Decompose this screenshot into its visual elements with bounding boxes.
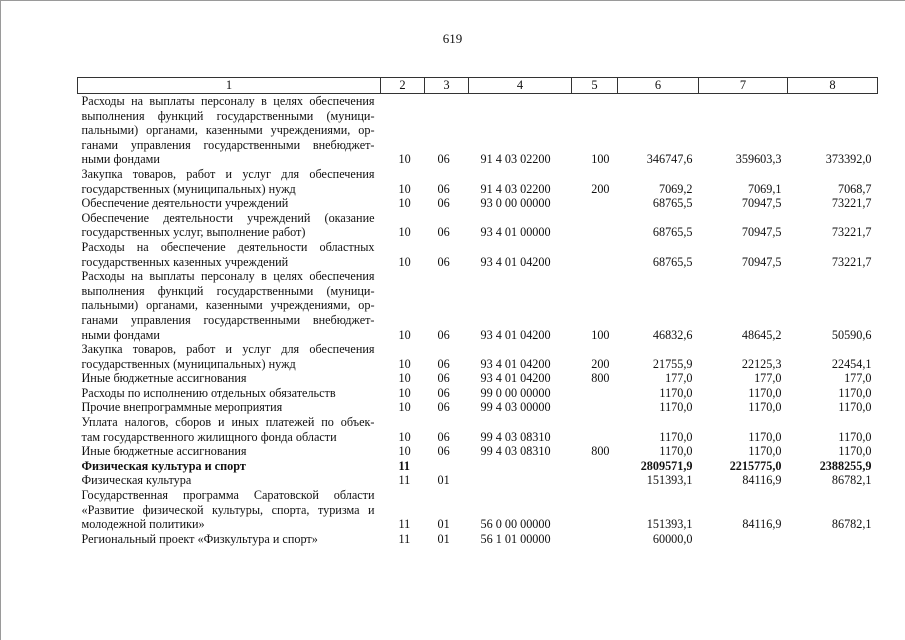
page-frame-left-border: [0, 0, 1, 640]
table-header-row: [78, 78, 878, 94]
cell-expense-type: [572, 240, 618, 269]
expense-name-line: Физическая культура: [81, 473, 192, 488]
cell-subsection: 06: [437, 429, 450, 444]
cell-expense-type: 100: [591, 327, 610, 342]
table-row: [78, 269, 878, 342]
table-row: [78, 386, 878, 401]
column-header-subsection: 3: [425, 78, 469, 94]
expense-name-line: государственных (муниципальных) нужд: [81, 181, 296, 196]
cell-amount-year-1: 346747,6: [646, 152, 693, 167]
cell-subsection: 01: [437, 473, 450, 488]
cell-subsection: [425, 459, 469, 474]
cell-amount-year-2: 70947,5: [741, 225, 782, 240]
cell-subsection: 01: [437, 517, 450, 532]
expense-name-line: пальными) органами, казенными учреждениями, ор-: [81, 298, 375, 313]
cell-section: 10: [398, 152, 411, 167]
cell-expense-name: [78, 240, 381, 269]
cell-amount-year-2: 22125,3: [741, 356, 782, 371]
cell-section: 10: [398, 429, 411, 444]
column-header-year-2: 7: [699, 78, 788, 94]
cell-section: 10: [398, 225, 411, 240]
expense-name-line: Физическая культура и спорт: [81, 458, 246, 473]
cell-section: 10: [398, 385, 411, 400]
expense-name-line: ными фондами: [81, 152, 160, 167]
cell-expense-name: [78, 196, 381, 211]
cell-amount-year-3: 1170,0: [838, 444, 872, 459]
cell-amount-year-2: [699, 532, 788, 547]
table-row: [78, 532, 878, 547]
expense-name-line: выполнения функций государственными (муници-: [81, 108, 375, 123]
cell-subsection: 06: [437, 444, 450, 459]
cell-amount-year-1: 177,0: [665, 371, 693, 386]
cell-amount-year-2: 177,0: [754, 371, 782, 386]
cell-amount-year-3: 1170,0: [838, 385, 872, 400]
cell-subsection: 06: [437, 225, 450, 240]
cell-amount-year-1: 1170,0: [659, 444, 693, 459]
cell-amount-year-2: 1170,0: [748, 385, 782, 400]
cell-target-article: 93 4 01 04200: [480, 356, 551, 371]
cell-amount-year-1: 60000,0: [652, 531, 693, 546]
cell-expense-type: [572, 196, 618, 211]
cell-amount-year-3: [788, 532, 878, 547]
cell-expense-type: [572, 459, 618, 474]
cell-expense-name: [78, 386, 381, 401]
cell-section: 10: [398, 181, 411, 196]
cell-expense-type: [572, 532, 618, 547]
cell-amount-year-3: 177,0: [844, 371, 872, 386]
cell-amount-year-3: 73221,7: [831, 254, 872, 269]
cell-amount-year-1: 151393,1: [646, 517, 693, 532]
cell-expense-name: [78, 400, 381, 415]
cell-section: 10: [398, 196, 411, 211]
cell-expense-name: [78, 488, 381, 532]
cell-target-article: 91 4 03 02200: [480, 152, 551, 167]
cell-section: 10: [398, 327, 411, 342]
expense-name-line: молодежной политики»: [81, 517, 205, 532]
cell-amount-year-2: 84116,9: [742, 473, 782, 488]
cell-subsection: 06: [437, 327, 450, 342]
cell-subsection: 06: [437, 152, 450, 167]
cell-section: 11: [398, 458, 411, 473]
table-row: [78, 167, 878, 196]
expense-name-line: Уплата налогов, сборов и иных платежей по объек-: [81, 415, 375, 430]
cell-expense-type: [572, 488, 618, 532]
expense-name-line: Расходы по исполнению отдельных обязательств: [81, 385, 336, 400]
cell-target-article: 93 4 01 00000: [480, 225, 551, 240]
expense-name-line: там государственного жилищного фонда области: [81, 429, 337, 444]
cell-expense-name: [78, 459, 381, 474]
cell-expense-type: [572, 211, 618, 240]
cell-amount-year-2: 1170,0: [748, 444, 782, 459]
cell-amount-year-1: 7069,2: [658, 181, 693, 196]
cell-section: 10: [398, 444, 411, 459]
cell-amount-year-1: 68765,5: [652, 225, 693, 240]
cell-expense-type: 100: [591, 152, 610, 167]
cell-amount-year-3: 86782,1: [831, 473, 872, 488]
cell-subsection: 06: [437, 371, 450, 386]
cell-subsection: 06: [437, 356, 450, 371]
table-row: [78, 240, 878, 269]
cell-amount-year-2: 359603,3: [735, 152, 782, 167]
column-header-expense-type: 5: [572, 78, 618, 94]
cell-section: 11: [398, 517, 411, 532]
cell-target-article: 99 4 03 00000: [480, 400, 551, 415]
table-row: [78, 400, 878, 415]
cell-target-article: [469, 473, 572, 488]
table-row: [78, 473, 878, 488]
cell-expense-name: [78, 473, 381, 488]
cell-amount-year-3: 1170,0: [838, 429, 872, 444]
expense-name-line: Обеспечение деятельности учреждений (оказание: [81, 210, 375, 225]
cell-expense-type: [572, 415, 618, 444]
cell-expense-name: [78, 342, 381, 371]
expense-name-line: государственных (муниципальных) нужд: [81, 356, 296, 371]
table-row: [78, 196, 878, 211]
cell-amount-year-1: 1170,0: [659, 400, 693, 415]
cell-section: 10: [398, 254, 411, 269]
cell-target-article: 99 0 00 00000: [480, 385, 551, 400]
expense-name-line: выполнения функций государственными (муници-: [81, 283, 375, 298]
cell-amount-year-2: 70947,5: [741, 196, 782, 211]
cell-amount-year-1: 68765,5: [652, 196, 693, 211]
cell-expense-name: [78, 371, 381, 386]
cell-expense-type: 800: [591, 444, 610, 459]
cell-target-article: 56 0 00 00000: [480, 517, 551, 532]
cell-subsection: 06: [437, 254, 450, 269]
page-number: 619: [442, 31, 463, 46]
cell-amount-year-2: 48645,2: [741, 327, 782, 342]
cell-amount-year-1: 21755,9: [652, 356, 693, 371]
cell-subsection: 01: [437, 531, 450, 546]
expense-name-line: ганами управления государственными внебюджет-: [81, 312, 375, 327]
cell-expense-name: [78, 94, 381, 167]
cell-expense-type: [572, 386, 618, 401]
cell-amount-year-3: 22454,1: [831, 356, 872, 371]
expense-name-line: Прочие внепрограммные мероприятия: [81, 400, 283, 415]
cell-amount-year-2: 70947,5: [741, 254, 782, 269]
cell-expense-type: [572, 400, 618, 415]
expense-name-line: Иные бюджетные ассигнования: [81, 371, 247, 386]
cell-amount-year-1: 1170,0: [659, 385, 693, 400]
cell-expense-name: [78, 532, 381, 547]
expense-name-line: Закупка товаров, работ и услуг для обеспечения: [81, 166, 375, 181]
cell-target-article: 56 1 01 00000: [480, 531, 551, 546]
cell-section: 11: [398, 473, 411, 488]
cell-expense-type: 800: [591, 371, 610, 386]
cell-amount-year-1: 2809571,9: [640, 458, 693, 473]
table-row: [78, 459, 878, 474]
table-row: [78, 415, 878, 444]
expense-name-line: ными фондами: [81, 327, 160, 342]
cell-amount-year-2: 84116,9: [742, 517, 782, 532]
cell-subsection: 06: [437, 196, 450, 211]
cell-expense-type: [572, 473, 618, 488]
expense-name-line: Иные бюджетные ассигнования: [81, 444, 247, 459]
cell-amount-year-3: 373392,0: [825, 152, 872, 167]
cell-expense-type: 200: [591, 181, 610, 196]
cell-expense-name: [78, 211, 381, 240]
cell-target-article: 93 4 01 04200: [480, 327, 551, 342]
page-frame-top-border: [0, 0, 905, 1]
cell-amount-year-3: 1170,0: [838, 400, 872, 415]
cell-amount-year-2: 7069,1: [747, 181, 782, 196]
cell-amount-year-1: 1170,0: [659, 429, 693, 444]
cell-target-article: 99 4 03 08310: [480, 429, 551, 444]
cell-target-article: [469, 459, 572, 474]
expense-name-line: государственных услуг, выполнение работ): [81, 225, 306, 240]
cell-subsection: 06: [437, 181, 450, 196]
budget-table: [77, 77, 878, 546]
expense-name-line: ганами управления государственными внебюджет-: [81, 137, 375, 152]
cell-amount-year-2: 2215775,0: [729, 458, 782, 473]
cell-expense-name: [78, 444, 381, 459]
expense-name-line: Расходы на выплаты персоналу в целях обеспечения: [81, 269, 375, 284]
column-header-year-3: 8: [788, 78, 878, 94]
cell-amount-year-1: 68765,5: [652, 254, 693, 269]
column-header-section: 2: [381, 78, 425, 94]
expense-name-line: Государственная программа Саратовской области: [81, 488, 375, 503]
cell-amount-year-1: 46832,6: [652, 327, 693, 342]
expense-name-line: Расходы на обеспечение деятельности областных: [81, 239, 375, 254]
table-body: [78, 94, 878, 547]
column-header-target-article: 4: [469, 78, 572, 94]
table-row: [78, 94, 878, 167]
cell-amount-year-3: 2388255,9: [819, 458, 872, 473]
cell-target-article: 93 4 01 04200: [480, 254, 551, 269]
table-row: [78, 444, 878, 459]
expense-name-line: «Развитие физической культуры, спорта, туризма и: [81, 502, 375, 517]
cell-amount-year-3: 7068,7: [837, 181, 872, 196]
cell-section: 11: [398, 531, 411, 546]
expense-name-line: Расходы на выплаты персоналу в целях обеспечения: [81, 94, 375, 108]
expense-name-line: Закупка товаров, работ и услуг для обеспечения: [81, 342, 375, 357]
cell-target-article: 93 4 01 04200: [480, 371, 551, 386]
cell-target-article: 91 4 03 02200: [480, 181, 551, 196]
cell-section: 10: [398, 356, 411, 371]
cell-expense-name: [78, 269, 381, 342]
column-header-year-1: 6: [618, 78, 699, 94]
column-header-name: 1: [78, 78, 381, 94]
cell-subsection: 06: [437, 385, 450, 400]
table-row: [78, 488, 878, 532]
cell-expense-name: [78, 415, 381, 444]
table-row: [78, 371, 878, 386]
table-row: [78, 342, 878, 371]
cell-amount-year-3: 50590,6: [831, 327, 872, 342]
cell-amount-year-3: 73221,7: [831, 225, 872, 240]
cell-amount-year-3: 86782,1: [831, 517, 872, 532]
cell-subsection: 06: [437, 400, 450, 415]
cell-expense-name: [78, 167, 381, 196]
cell-amount-year-1: 151393,1: [646, 473, 693, 488]
cell-amount-year-2: 1170,0: [748, 400, 782, 415]
cell-section: 10: [398, 371, 411, 386]
cell-target-article: 99 4 03 08310: [480, 444, 551, 459]
table-row: [78, 211, 878, 240]
expense-name-line: пальными) органами, казенными учреждениями, ор-: [81, 123, 375, 138]
expense-name-line: Обеспечение деятельности учреждений: [81, 196, 289, 211]
cell-amount-year-3: 73221,7: [831, 196, 872, 211]
expense-name-line: государственных казенных учреждений: [81, 254, 289, 269]
cell-section: 10: [398, 400, 411, 415]
cell-amount-year-2: 1170,0: [748, 429, 782, 444]
cell-target-article: 93 0 00 00000: [480, 196, 551, 211]
expense-name-line: Региональный проект «Физкультура и спорт»: [81, 531, 318, 546]
cell-expense-type: 200: [591, 356, 610, 371]
